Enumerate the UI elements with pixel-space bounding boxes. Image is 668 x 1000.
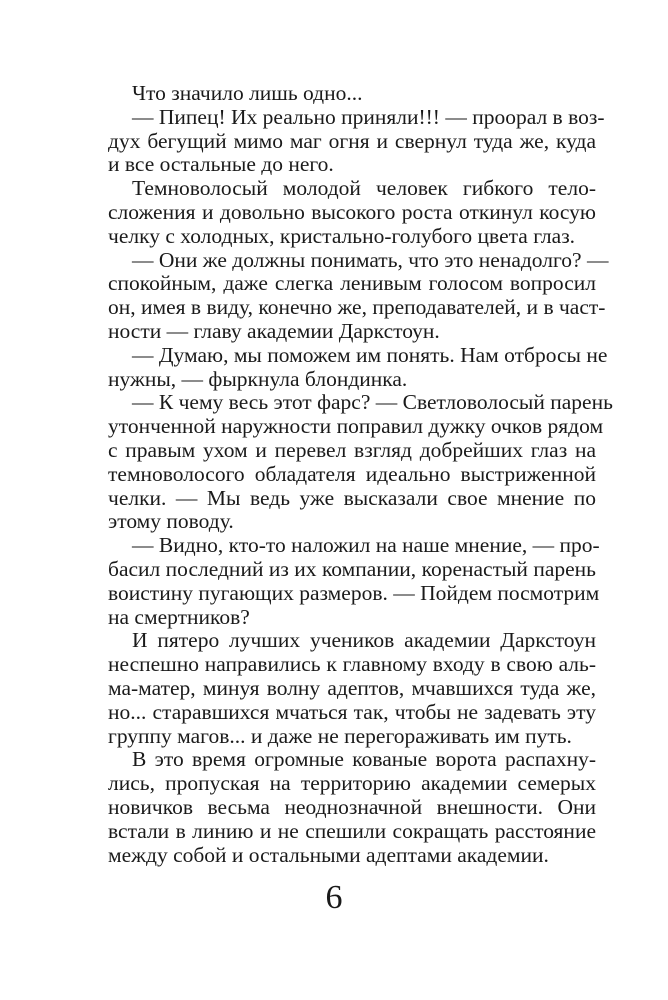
text-line: ма-матер, минуя волну адептов, мчавшихся туда же, (108, 675, 596, 700)
text-line: сложения и довольно высокого роста откинул косую (108, 199, 596, 224)
text-line: между собой и остальными адептами академии. (108, 842, 549, 867)
text-line: и все остальные до него. (108, 152, 334, 177)
text-line: спокойным, даже слегка ленивым голосом вопросил (108, 271, 596, 296)
text-line: этому поводу. (108, 509, 234, 534)
text-line: новичков весьма неоднозначной внешности. Они (108, 794, 596, 819)
text-line: на смертников? (108, 604, 250, 629)
page-number: 6 (325, 879, 343, 916)
text-line: он, имея в виду, конечно же, преподавателей, и в част- (108, 295, 606, 320)
text-line: И пятеро лучших учеников академии Даркстоун (132, 628, 596, 653)
text-line: нужны, — фыркнула блондинка. (108, 366, 408, 391)
text-line: неспешно направились к главному входу в свою аль- (108, 652, 596, 677)
text-line: — Думаю, мы поможем им понять. Нам отбросы не (132, 342, 608, 367)
text-line: — Они же должны понимать, что это ненадолго? — (132, 247, 609, 272)
text-line: Что значило лишь одно... (132, 81, 363, 105)
text-line: дух бегущий мимо маг огня и свернул туда же, куда (108, 128, 596, 153)
text-line: с правым ухом и перевел взгляд добрейших глаз на (108, 437, 596, 462)
text-line: басил последний из их компании, коренастый парень (108, 556, 596, 581)
text-line: — Видно, кто-то наложил на наше мнение, — про- (132, 533, 600, 558)
text-line: воистину пугающих размеров. — Пойдем посмотрим (108, 580, 600, 605)
text-line: челку с холодных, кристально-голубого цвета глаз. (108, 223, 576, 248)
text-line: — К чему весь этот фарс? — Светловолосый парень (132, 390, 613, 415)
text-line: но... старавшихся мчаться так, чтобы не задевать эту (108, 699, 596, 724)
body-text (108, 81, 613, 867)
text-line: утонченной наружности поправил дужку очков рядом (108, 414, 604, 439)
text-line: группу магов... и даже не перегораживать им путь. (108, 723, 572, 748)
text-line: встали в линию и не спешили сокращать расстояние (108, 818, 596, 843)
text-line: темноволосого обладателя идеально выстриженной (108, 461, 596, 486)
text-line: лись, пропуская на территорию академии семерых (108, 771, 596, 796)
text-line: В это время огромные кованые ворота распахну- (132, 747, 596, 772)
text-line: — Пипец! Их реально приняли!!! — проорал в воз- (132, 104, 605, 129)
text-line: Темноволосый молодой человек гибкого тело- (132, 176, 596, 201)
text-line: ности — главу академии Даркстоун. (108, 318, 440, 343)
text-line: челки. — Мы ведь уже высказали свое мнение по (108, 485, 596, 510)
